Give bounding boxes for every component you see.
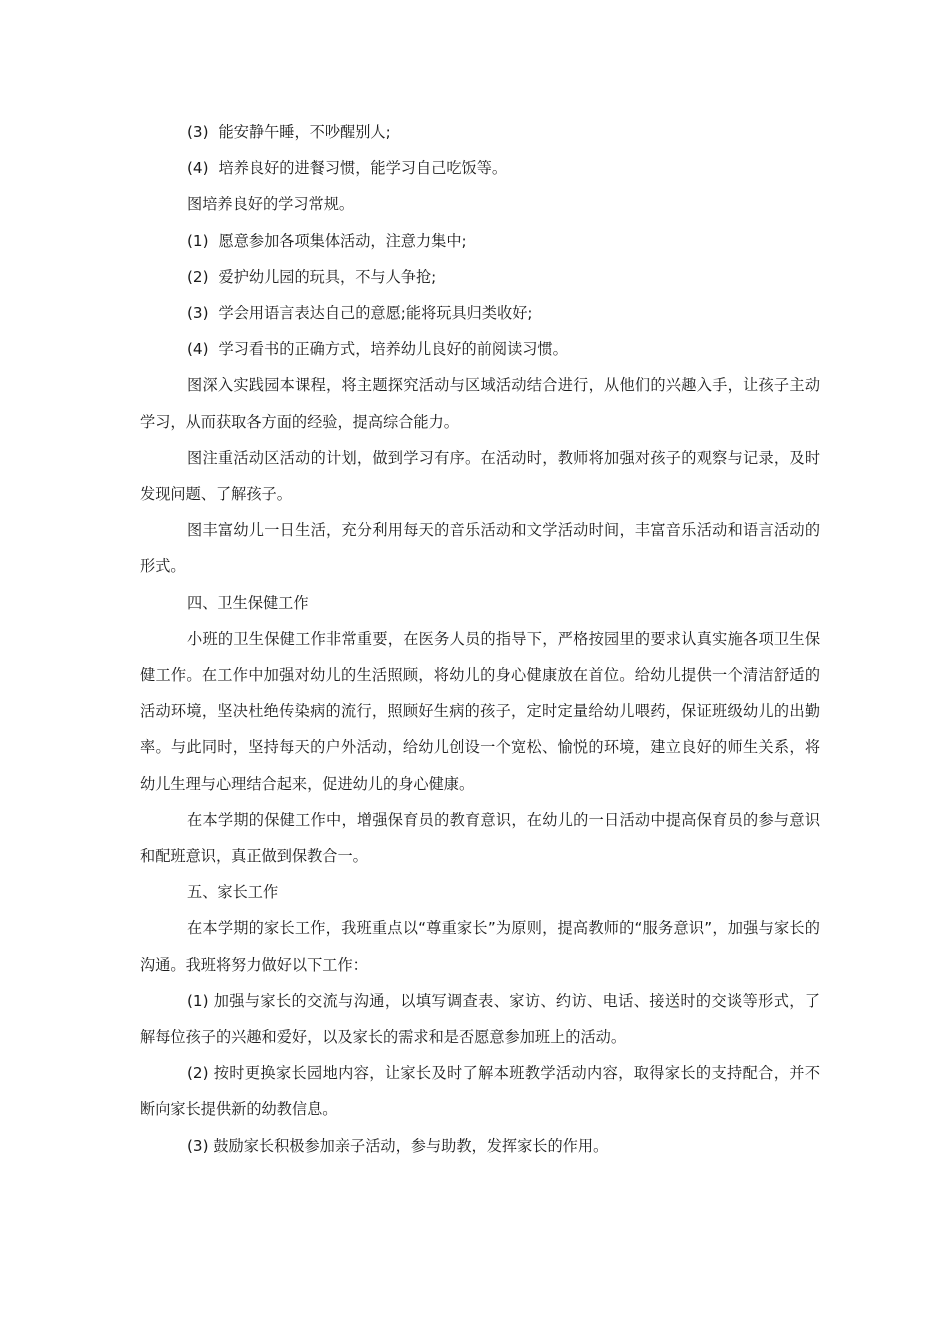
list-item — [140, 259, 820, 295]
list-number: (1) — [187, 991, 209, 1010]
list-text: 学会用语言表达自己的意愿;能将玩具归类收好; — [218, 304, 533, 323]
paragraph: 图注重活动区活动的计划，做到学习有序。在活动时，教师将加强对孩子的观察与记录，及时发现问题、了解孩子。 — [140, 448, 820, 504]
paragraph: 图培养良好的学习常规。 — [187, 195, 355, 214]
list-text: 鼓励家长积极参加亲子活动，参与助教，发挥家长的作用。 — [213, 1136, 609, 1155]
list-number: (3) — [187, 1136, 209, 1155]
paragraph: 在本学期的家长工作，我班重点以“尊重家长”为原则，提高教师的“服务意识”，加强与家长的沟通。我班将努力做好以下工作： — [140, 919, 820, 974]
section-heading: 四、卫生保健工作 — [187, 593, 309, 612]
list-number: (4) — [187, 340, 209, 359]
numbered-paragraph — [140, 1128, 820, 1164]
list-number: (3) — [187, 304, 209, 323]
list-text: 加强与家长的交流与沟通，以填写调查表、家访、约访、电话、接送时的交谈等形式，了解每位孩子的兴趣和爱好，以及家长的需求和是否愿意参加班上的活动。 — [140, 991, 821, 1047]
list-text: 学习看书的正确方式，培养幼儿良好的前阅读习惯。 — [218, 340, 568, 359]
list-number: (3) — [187, 123, 209, 141]
list-item — [140, 223, 820, 259]
list-item — [140, 295, 820, 331]
list-text: 培养良好的进餐习惯，能学习自己吃饭等。 — [218, 159, 508, 178]
section-heading: 五、家长工作 — [187, 883, 279, 902]
list-text: 愿意参加各项集体活动，注意力集中; — [218, 231, 467, 250]
document-body — [140, 114, 820, 1164]
list-number: (4) — [187, 159, 209, 178]
list-item — [140, 331, 820, 367]
list-text: 按时更换家长园地内容，让家长及时了解本班教学活动内容，取得家长的支持配合，并不断向家长提供新的幼教信息。 — [140, 1064, 821, 1119]
list-text: 能安静午睡，不吵醒别人; — [218, 123, 391, 141]
paragraph: 图丰富幼儿一日生活，充分利用每天的音乐活动和文学活动时间，丰富音乐活动和语言活动的形式。 — [140, 521, 820, 576]
paragraph: 图深入实践园本课程，将主题探究活动与区域活动结合进行，从他们的兴趣入手，让孩子主动学习，从而获取各方面的经验，提高综合能力。 — [140, 376, 820, 431]
paragraph: 小班的卫生保健工作非常重要，在医务人员的指导下，严格按园里的要求认真实施各项卫生保健工作。在工作中加强对幼儿的生活照顾，将幼儿的身心健康放在首位。给幼儿提供一个清洁舒适的活动环境，坚决杜绝传染病的流行，照顾好生病的孩子，定时定量给幼儿喂药，保证班级幼儿的出勤率。与此同时，坚持每天的户外活动，给幼儿创设一个宽松、愉悦的环境，建立良好的师生关系，将幼儿生理与心理结合起来，促进幼儿的身心健康。 — [140, 629, 820, 793]
list-number: (2) — [187, 267, 209, 286]
list-item — [140, 114, 820, 150]
numbered-paragraph — [140, 1055, 820, 1127]
list-text: 爱护幼儿园的玩具，不与人争抢; — [218, 267, 437, 286]
list-number: (1) — [187, 231, 209, 250]
list-item — [140, 150, 820, 186]
numbered-paragraph — [140, 983, 820, 1055]
list-number: (2) — [187, 1064, 209, 1083]
paragraph: 在本学期的保健工作中，增强保育员的教育意识，在幼儿的一日活动中提高保育员的参与意识和配班意识，真正做到保教合一。 — [140, 810, 820, 866]
